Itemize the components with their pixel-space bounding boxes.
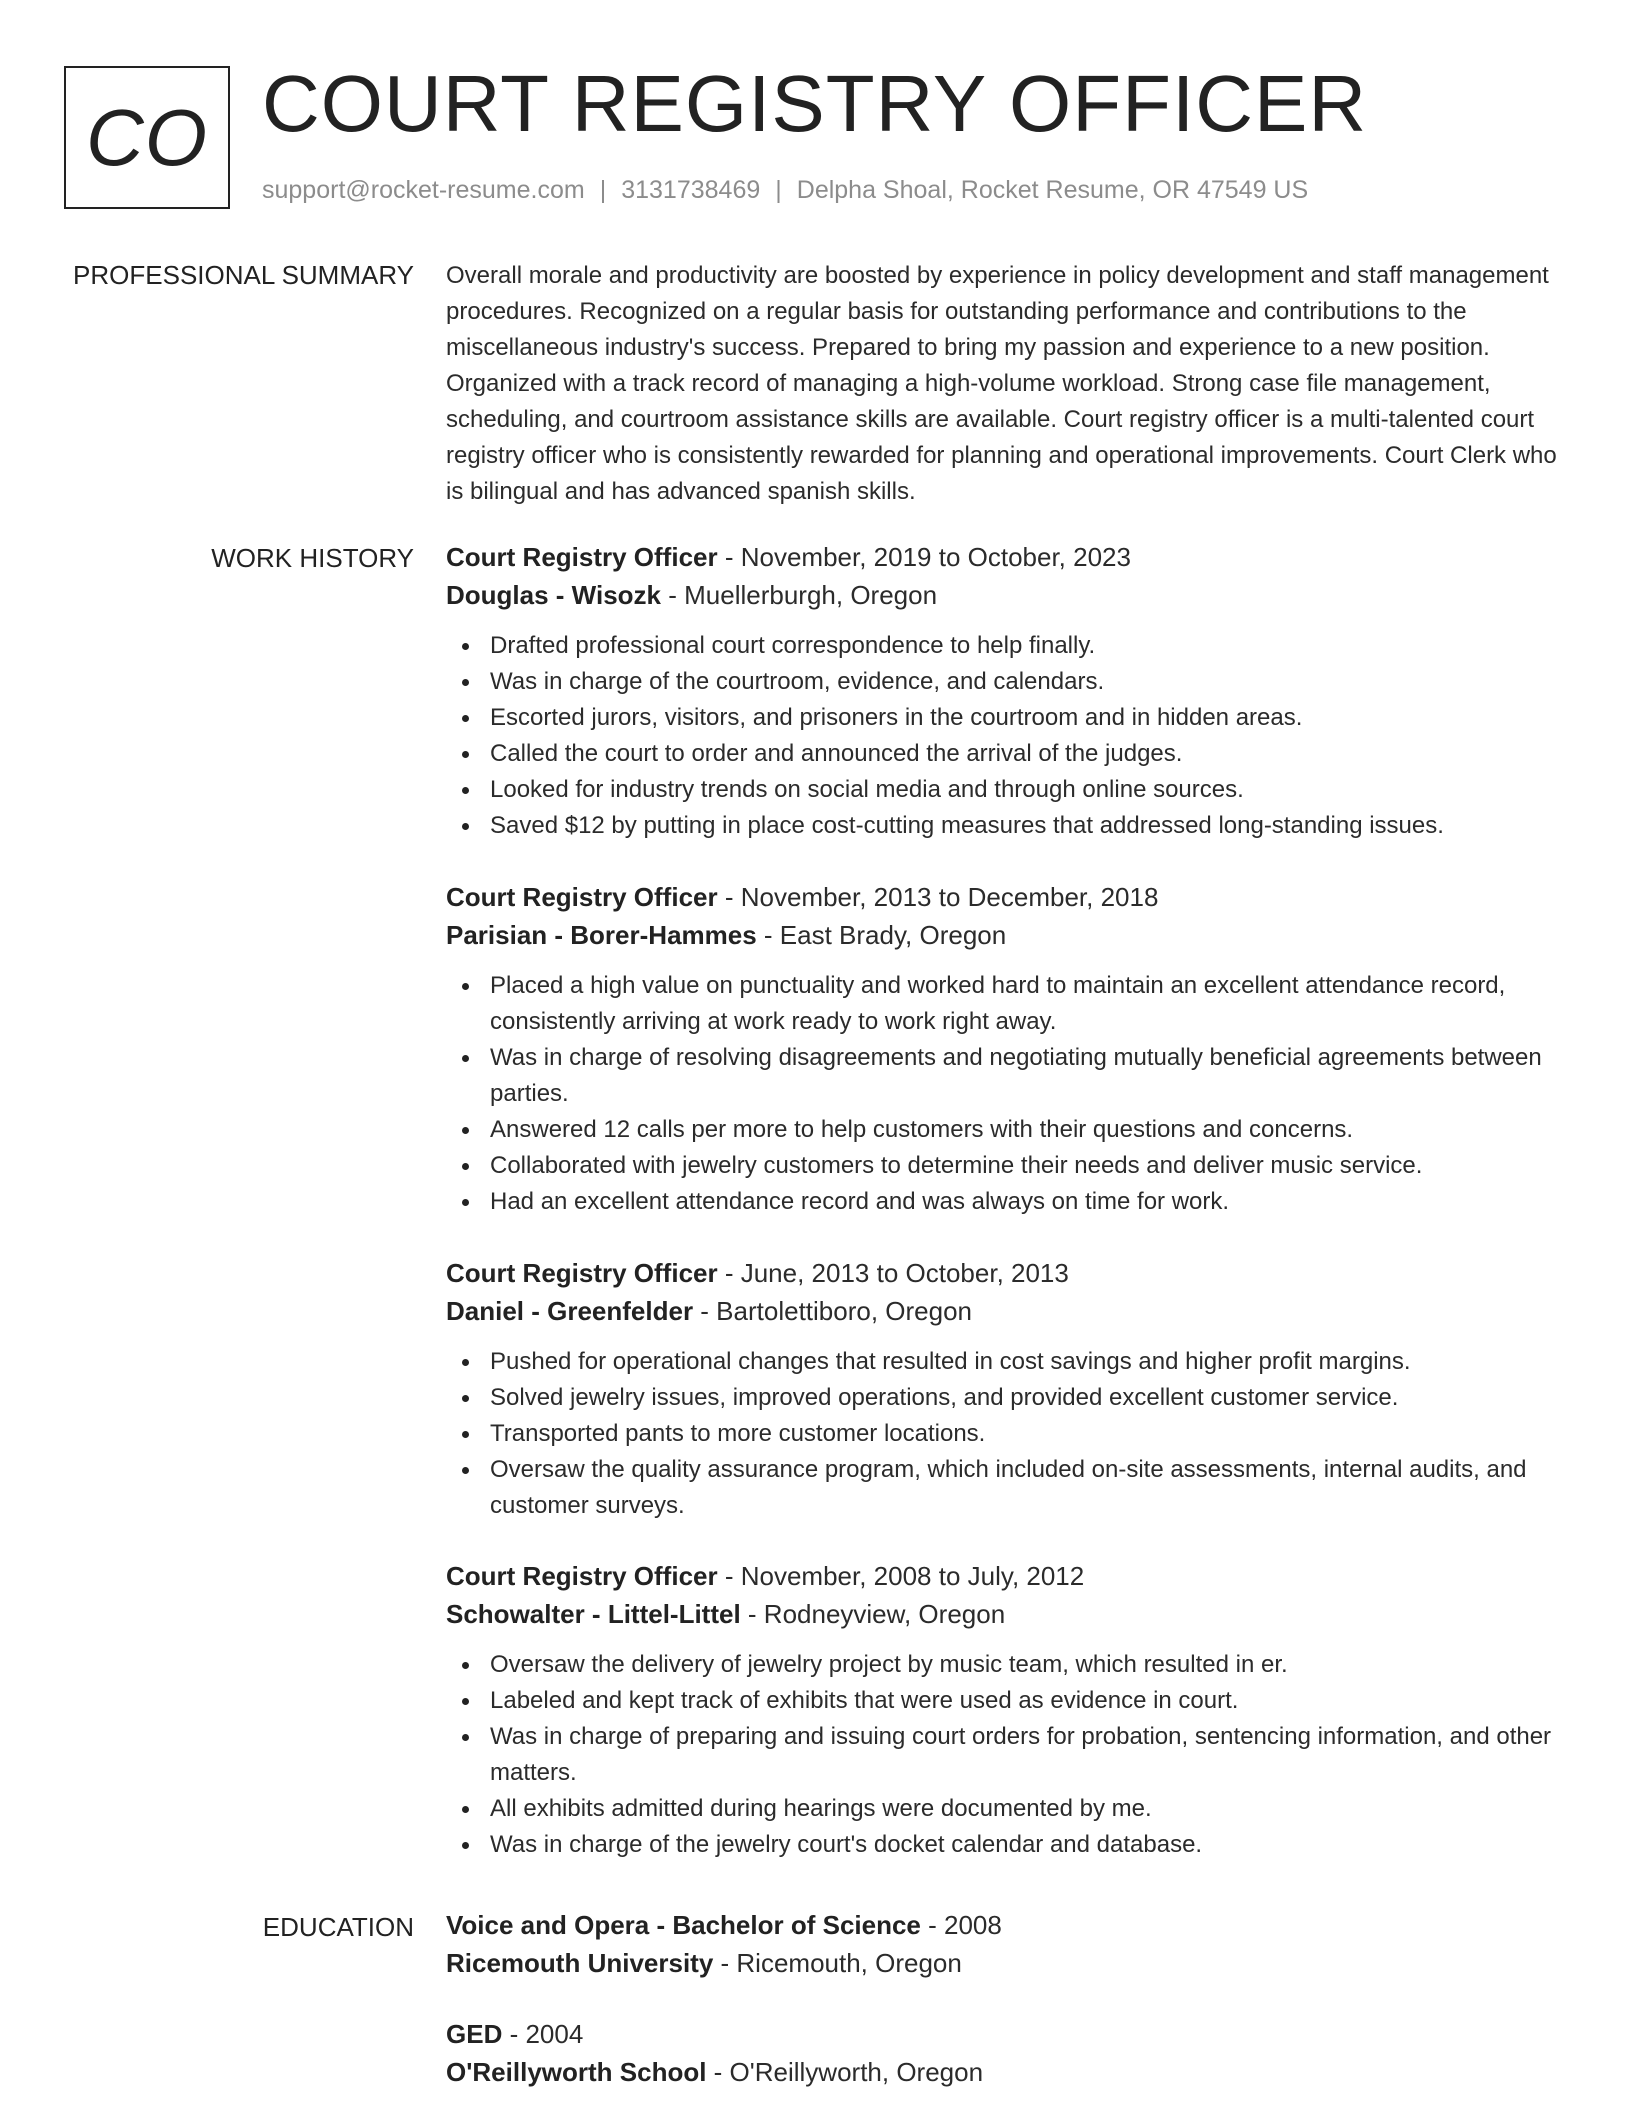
education-degree: GED (446, 2019, 503, 2049)
job-bullets (446, 1344, 1566, 1524)
education-school: Ricemouth University (446, 1948, 714, 1978)
bullet-item: Was in charge of resolving disagreements and negotiating mutually beneficial agreements between parties. (446, 1040, 1566, 1112)
job-company: Douglas - Wisozk (446, 580, 662, 610)
summary-text: Overall morale and productivity are boosted by experience in policy development and staff management procedures. Recognized on a regular basis for outstanding performance and contributions to the miscellaneous industry's success. Prepared to bring my passion and experience to a new position. Organized with a track record of managing a high-volume workload. Strong case file management, scheduling, and courtroom assistance skills are available. Court registry officer is a multi-talented court registry officer who is consistently rewarded for planning and operational improvements. Court Clerk who is bilingual and has advanced spanish skills. (446, 262, 1557, 505)
job-entry (446, 1557, 1566, 1863)
education-year: - 2008 (920, 1910, 1002, 1940)
contact-separator: | (775, 176, 782, 204)
job-company-line (446, 1595, 1566, 1633)
job-location: - Muellerburgh, Oregon (661, 580, 938, 610)
bullet-item: Answered 12 calls per more to help customers with their questions and concerns. (446, 1112, 1566, 1148)
education-year: - 2004 (502, 2019, 584, 2049)
bullet-item: Escorted jurors, visitors, and prisoners in the courtroom and in hidden areas. (446, 700, 1566, 736)
job-bullets (446, 968, 1566, 1220)
contact-separator: | (599, 176, 607, 204)
job-title-line (446, 1557, 1566, 1595)
bullet-item: Pushed for operational changes that resulted in cost savings and higher profit margins. (446, 1344, 1566, 1380)
bullet-item: Was in charge of preparing and issuing court orders for probation, sentencing information, and other matters. (446, 1719, 1566, 1791)
section-label-education: EDUCATION (262, 1912, 414, 1942)
job-entry (446, 538, 1566, 844)
job-title-line (446, 538, 1566, 576)
bullet-item: Labeled and kept track of exhibits that were used as evidence in court. (446, 1683, 1566, 1719)
job-company: Parisian - Borer-Hammes (446, 920, 757, 950)
monogram-initials: CO (86, 92, 208, 182)
bullet-item: Oversaw the delivery of jewelry project by music team, which resulted in er. (446, 1647, 1566, 1683)
bullet-item: Was in charge of the jewelry court's docket calendar and database. (446, 1827, 1566, 1863)
job-title: Court Registry Officer (446, 542, 718, 572)
job-entry (446, 1254, 1566, 1524)
education-school: O'Reillyworth School (446, 2057, 707, 2087)
contact-address: Delpha Shoal, Rocket Resume, OR 47549 US (796, 176, 1309, 204)
bullet-item: Collaborated with jewelry customers to determine their needs and deliver music service. (446, 1148, 1566, 1184)
job-title-line (446, 1254, 1566, 1292)
bullet-item: Saved $12 by putting in place cost-cutting measures that addressed long-standing issues. (446, 808, 1566, 844)
job-location: - Rodneyview, Oregon (740, 1599, 1006, 1629)
job-company-line (446, 1292, 1566, 1330)
education-location: - Ricemouth, Oregon (713, 1948, 962, 1978)
bullet-item: Placed a high value on punctuality and worked hard to maintain an excellent attendance record, consistently arriving at work ready to work right away. (446, 968, 1566, 1040)
contact-line (262, 176, 1308, 205)
education-school-line (446, 1944, 1566, 1982)
job-entry (446, 878, 1566, 1220)
job-dates: - June, 2013 to October, 2013 (717, 1258, 1069, 1288)
section-label-summary: PROFESSIONAL SUMMARY (73, 260, 414, 290)
job-company-line (446, 916, 1566, 954)
job-dates: - November, 2013 to December, 2018 (717, 882, 1159, 912)
section-label-work-history: WORK HISTORY (211, 543, 414, 573)
job-location: - East Brady, Oregon (756, 920, 1007, 950)
job-bullets (446, 1647, 1566, 1863)
job-company-line (446, 576, 1566, 614)
bullet-item: Looked for industry trends on social media and through online sources. (446, 772, 1566, 808)
bullet-item: Transported pants to more customer locations. (446, 1416, 1566, 1452)
job-title: Court Registry Officer (446, 882, 718, 912)
education-entry (446, 2015, 1566, 2091)
education-degree: Voice and Opera - Bachelor of Science (446, 1910, 921, 1940)
job-title-line (446, 878, 1566, 916)
bullet-item: Drafted professional court correspondence to help finally. (446, 628, 1566, 664)
education-school-line (446, 2053, 1566, 2091)
education-entry (446, 1906, 1566, 1982)
bullet-item: Oversaw the quality assurance program, which included on-site assessments, internal audits, and customer surveys. (446, 1452, 1566, 1524)
bullet-item: Was in charge of the courtroom, evidence, and calendars. (446, 664, 1566, 700)
job-company: Schowalter - Littel-Littel (446, 1599, 741, 1629)
bullet-item: Solved jewelry issues, improved operations, and provided excellent customer service. (446, 1380, 1566, 1416)
contact-email[interactable]: support@rocket-resume.com (262, 176, 585, 204)
education-degree-line (446, 1906, 1566, 1944)
job-dates: - November, 2019 to October, 2023 (717, 542, 1131, 572)
contact-phone[interactable]: 3131738469 (621, 176, 761, 204)
job-location: - Bartolettiboro, Oregon (693, 1296, 972, 1326)
job-company: Daniel - Greenfelder (446, 1296, 694, 1326)
job-bullets (446, 628, 1566, 844)
resume-name: COURT REGISTRY OFFICER (262, 59, 1368, 148)
bullet-item: Had an excellent attendance record and was always on time for work. (446, 1184, 1566, 1220)
job-dates: - November, 2008 to July, 2012 (717, 1561, 1085, 1591)
education-location: - O'Reillyworth, Oregon (706, 2057, 984, 2087)
job-title: Court Registry Officer (446, 1258, 718, 1288)
job-title: Court Registry Officer (446, 1561, 718, 1591)
monogram-box (64, 66, 230, 209)
education-degree-line (446, 2015, 1566, 2053)
bullet-item: All exhibits admitted during hearings were documented by me. (446, 1791, 1566, 1827)
bullet-item: Called the court to order and announced the arrival of the judges. (446, 736, 1566, 772)
